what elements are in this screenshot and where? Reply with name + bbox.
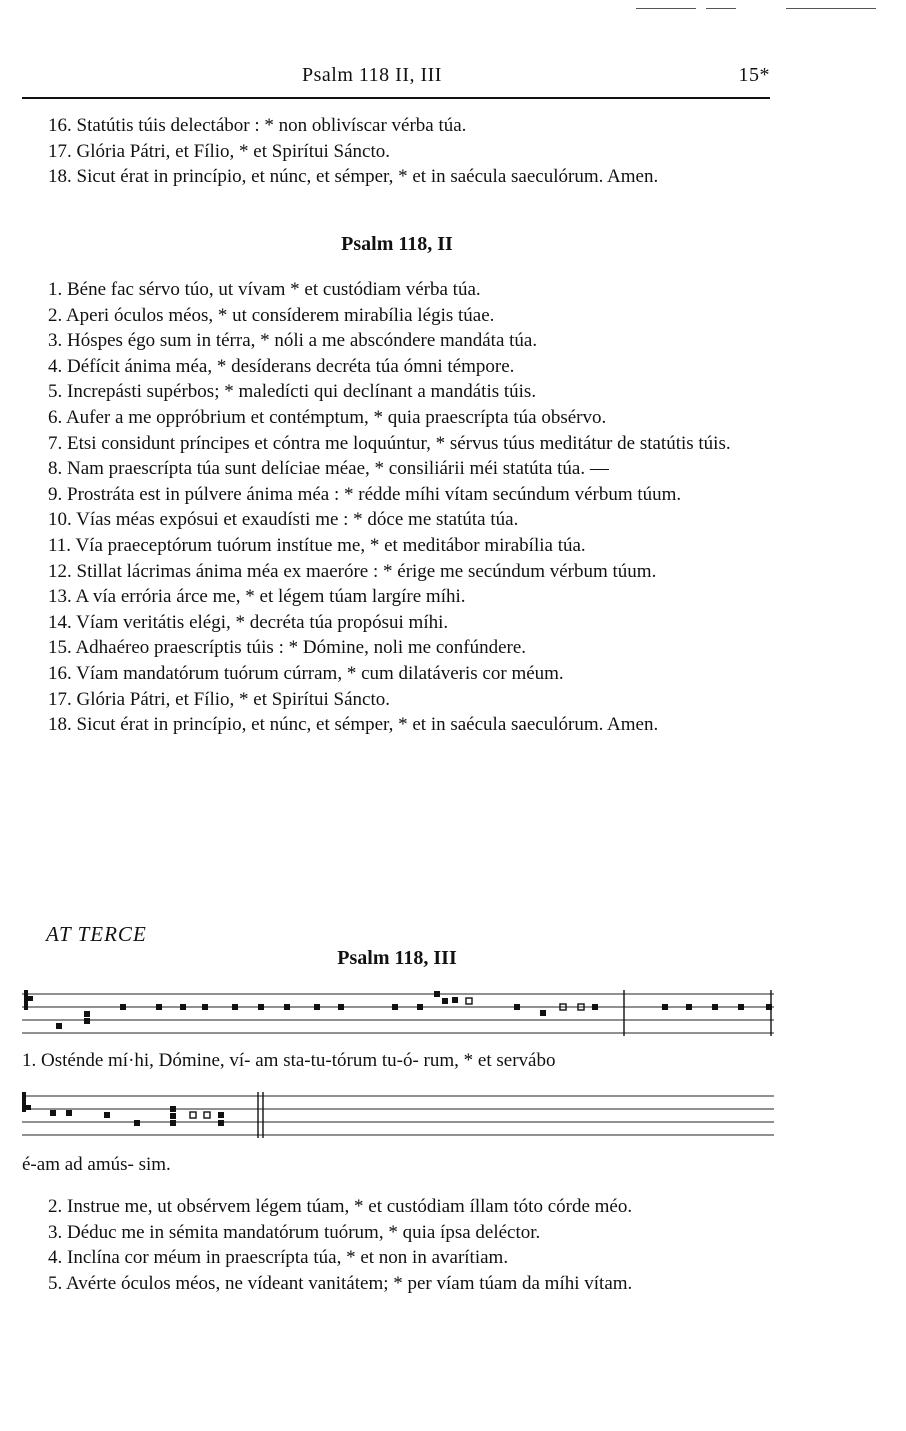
verse: 11. Vía praeceptórum tuórum instítue me, * et meditábor mirabília túa. [48,534,586,556]
verse: 5. Avérte óculos méos, ne vídeant vanitátem; * per víam túam da míhi vítam. [48,1272,633,1294]
terce-title-block [22,946,772,972]
clef-icon [24,990,28,1010]
psalm-118-ii [22,232,772,258]
terce-heading-block [22,922,772,949]
verse: 4. Défícit ánima méa, * desíderans decréta túa ómni témpore. [48,355,515,377]
section-title: Psalm 118, II [341,233,453,255]
verse: 12. Stillat lácrimas ánima méa ex maeróre : * érige me secúndum vérbum túum. [48,560,657,582]
section-title: Psalm 118, III [337,947,457,969]
verse: 5. Increpásti supérbos; * maledícti qui declínant a mandátis túis. [48,381,537,403]
chant-lyrics-2: é-am ad amús- sim. [22,1154,171,1175]
verse: 13. A vía errória árce me, * et légem túam largíre míhi. [48,586,466,608]
header-rule [22,97,770,99]
verse: 3. Hóspes égo sum in térra, * nóli a me abscóndere mandáta túa. [48,330,538,352]
verse: 10. Vías méas expósui et exaudísti me : * dóce me statúta túa. [48,509,519,531]
verse: 3. Déduc me in sémita mandatórum tuórum, * quia ípsa deléctor. [48,1221,541,1243]
verse: 17. Glória Pátri, et Fílio, * et Spirítui Sáncto. [48,688,390,710]
chant-lyrics-1-block [22,1048,772,1074]
verse: 7. Etsi considunt príncipes et cóntra me loquúntur, * sérvus túus meditátur de statútis túis. [48,432,731,454]
scan-edge-marks [616,4,876,14]
chant-staff-2 [22,1090,774,1142]
running-header [22,64,770,92]
chant-lyrics-2-block [22,1152,772,1178]
verse: 2. Instrue me, ut obsérvem légem túam, * et custódiam íllam tóto córde méo. [48,1196,633,1217]
page-number: 15* [738,64,770,86]
chant-staff-1 [22,988,774,1040]
verse: 4. Inclína cor méum in praescrípta túa, * et non in avarítiam. [48,1247,509,1269]
verse: 6. Aufer a me oppróbrium et contémptum, * quia praescrípta túa obsérvo. [48,406,607,428]
chant-lyrics-1: 1. Osténde mí·hi, Dómine, ví- am sta-tu-tórum tu-ó- rum, * et servábo [22,1050,556,1071]
clef-icon [22,1092,26,1112]
psalm-118-iii-verses [22,1194,772,1296]
verse: 1. Béne fac sérvo túo, ut vívam * et custódiam vérba túa. [48,279,481,300]
verse: 18. Sicut érat in princípio, et núnc, et sémper, * et in saécula saeculórum. Amen. [48,166,659,188]
verse: 2. Aperi óculos méos, * ut consíderem mirabília légis túae. [48,304,495,326]
psalm-118-ii-verses [22,277,772,738]
previous-psalm-ending [22,113,772,190]
verse: 9. Prostráta est in púlvere ánima méa : * rédde míhi vítam secúndum vérbum túum. [48,483,682,505]
verse: 15. Adhaéreo praescríptis túis : * Dómine, noli me confúndere. [48,637,527,659]
terce-heading: AT TERCE [46,922,147,946]
verse: 14. Víam veritátis elégi, * decréta túa propósui míhi. [48,611,449,633]
verse: 8. Nam praescrípta túa sunt delíciae méae, * consiliárii méi statúta túa. — [48,458,609,480]
header-title: Psalm 118 II, III [302,64,442,86]
verse: 18. Sicut érat in princípio, et núnc, et sémper, * et in saécula saeculórum. Amen. [48,714,659,736]
verse: 17. Glória Pátri, et Fílio, * et Spirítui Sáncto. [48,140,390,162]
verse: 16. Statútis túis delectábor : * non oblivíscar vérba túa. [48,115,467,136]
verse: 16. Víam mandatórum tuórum cúrram, * cum dilatáveris cor méum. [48,662,564,684]
